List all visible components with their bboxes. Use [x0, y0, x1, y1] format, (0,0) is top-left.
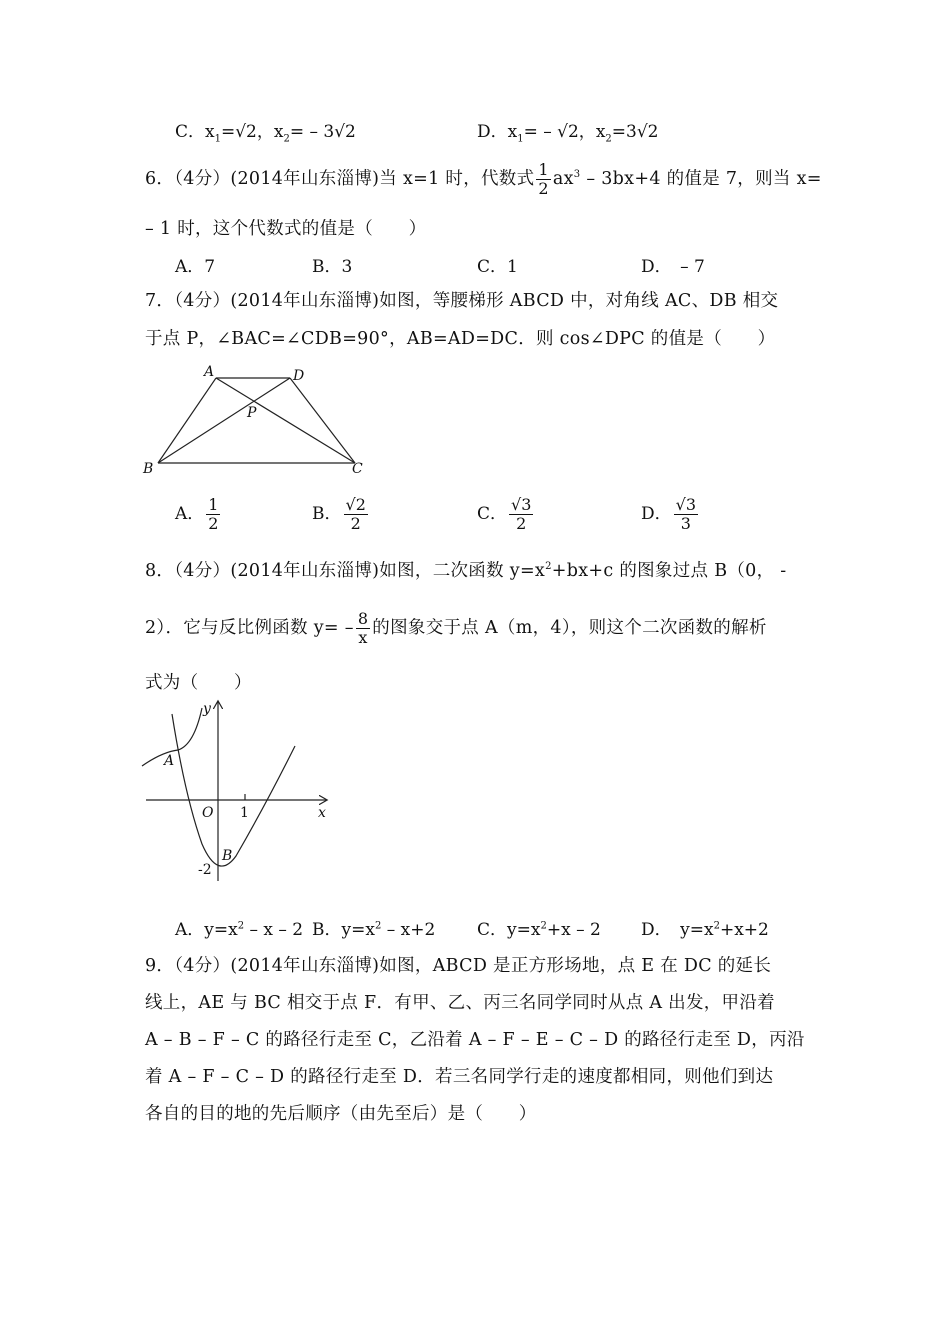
q7-option-d: D． $\frac{√3}{3}$: [641, 495, 697, 533]
diagonal-AC: [216, 378, 355, 463]
q6-fraction: $\frac{1}{2}$: [538, 160, 549, 198]
q8-option-a: A．$y=x^2 - x - 2$: [175, 920, 304, 940]
label-one: 1: [240, 805, 249, 821]
q6-stem-line-1: 6．（4分）(2014年山东淄博)当 x=1 时，代数式 $\frac{1}{2}$ $ax^3 - 3bx+4$ 的值是 7，则当 x=: [145, 160, 822, 198]
q7-trapezoid-figure: [140, 362, 380, 480]
q8-stem-line-2: 2）．它与反比例函数 y= – $\frac{8}{x}$ 的图象交于点 A（m，4），则这个二次函数的解析: [145, 609, 767, 647]
q5-option-d: D．$x_1= - √2$，$x_2=3√2$: [477, 122, 659, 145]
segment-DC: [290, 378, 355, 463]
label-y: y: [203, 701, 211, 717]
q6-option-d: D． – 7: [641, 257, 705, 277]
label-origin: O: [202, 805, 214, 821]
q8-stem-line-3: 式为（ ）: [145, 673, 252, 693]
q9-stem-line-4: 着 A – F – C – D 的路径行走至 D．若三名同学行走的速度都相同，则他们到达: [145, 1067, 774, 1087]
q9-stem-line-3: A – B – F – C 的路径行走至 C，乙沿着 A – F – E – C – D 的路径行走至 D，丙沿: [145, 1030, 805, 1050]
q9-stem-line-2: 线上，AE 与 BC 相交于点 F．有甲、乙、丙三名同学同时从点 A 出发，甲沿着: [145, 993, 775, 1013]
q8-stem-line-1: 8．（4分）(2014年山东淄博)如图，二次函数 $y=x^2+bx+c$ 的图象过点 B（0， -: [145, 561, 787, 581]
label-D: D: [293, 368, 305, 384]
q7-option-c: C． $\frac{√3}{2}$: [477, 495, 532, 533]
parabola-curve: [172, 714, 295, 866]
label-A: A: [164, 753, 175, 769]
diagonal-DB: [158, 378, 290, 463]
q9-stem-line-5: 各自的目的地的先后顺序（由先至后）是（ ）: [145, 1104, 537, 1124]
q5-option-c: C．$x_1=√2$，$x_2= - 3√2$: [175, 122, 356, 145]
label-C: C: [352, 461, 363, 477]
q8-option-c: C．$y=x^2+x - 2$: [477, 920, 601, 940]
q7-option-a: A． $\frac{1}{2}$: [175, 495, 219, 533]
q8-option-b: B．$y=x^2 - x+2$: [312, 920, 436, 940]
q9-stem-line-1: 9．（4分）(2014年山东淄博)如图，ABCD 是正方形场地，点 E 在 DC 的延长: [145, 956, 772, 976]
label-B: B: [143, 461, 154, 477]
label-B: B: [222, 848, 233, 864]
q8-graph-figure: [140, 696, 340, 886]
q6-option-a: A．7: [175, 257, 216, 277]
q7-stem-line-1: 7．（4分）(2014年山东淄博)如图，等腰梯形 ABCD 中，对角线 AC、DB 相交: [145, 291, 779, 311]
q8-fraction: $\frac{8}{x}$: [357, 609, 369, 647]
label-x: x: [318, 805, 326, 821]
q7-stem-line-2: 于点 P，∠BAC=∠CDB=90°，AB=AD=DC．则 cos∠DPC 的值是（ ）: [145, 329, 776, 349]
q6-option-c: C．1: [477, 257, 518, 277]
q7-option-b: B． $\frac{√2}{2}$: [312, 495, 366, 533]
label-A: A: [204, 364, 215, 380]
q6-option-b: B．3: [312, 257, 353, 277]
q8-option-d: D． $y=x^2+x+2$: [641, 920, 769, 940]
q6-stem-line-2: – 1 时，这个代数式的值是（ ）: [145, 219, 427, 239]
label-minus-two: -2: [198, 862, 212, 878]
segment-AB: [158, 378, 216, 463]
label-P: P: [247, 405, 257, 421]
